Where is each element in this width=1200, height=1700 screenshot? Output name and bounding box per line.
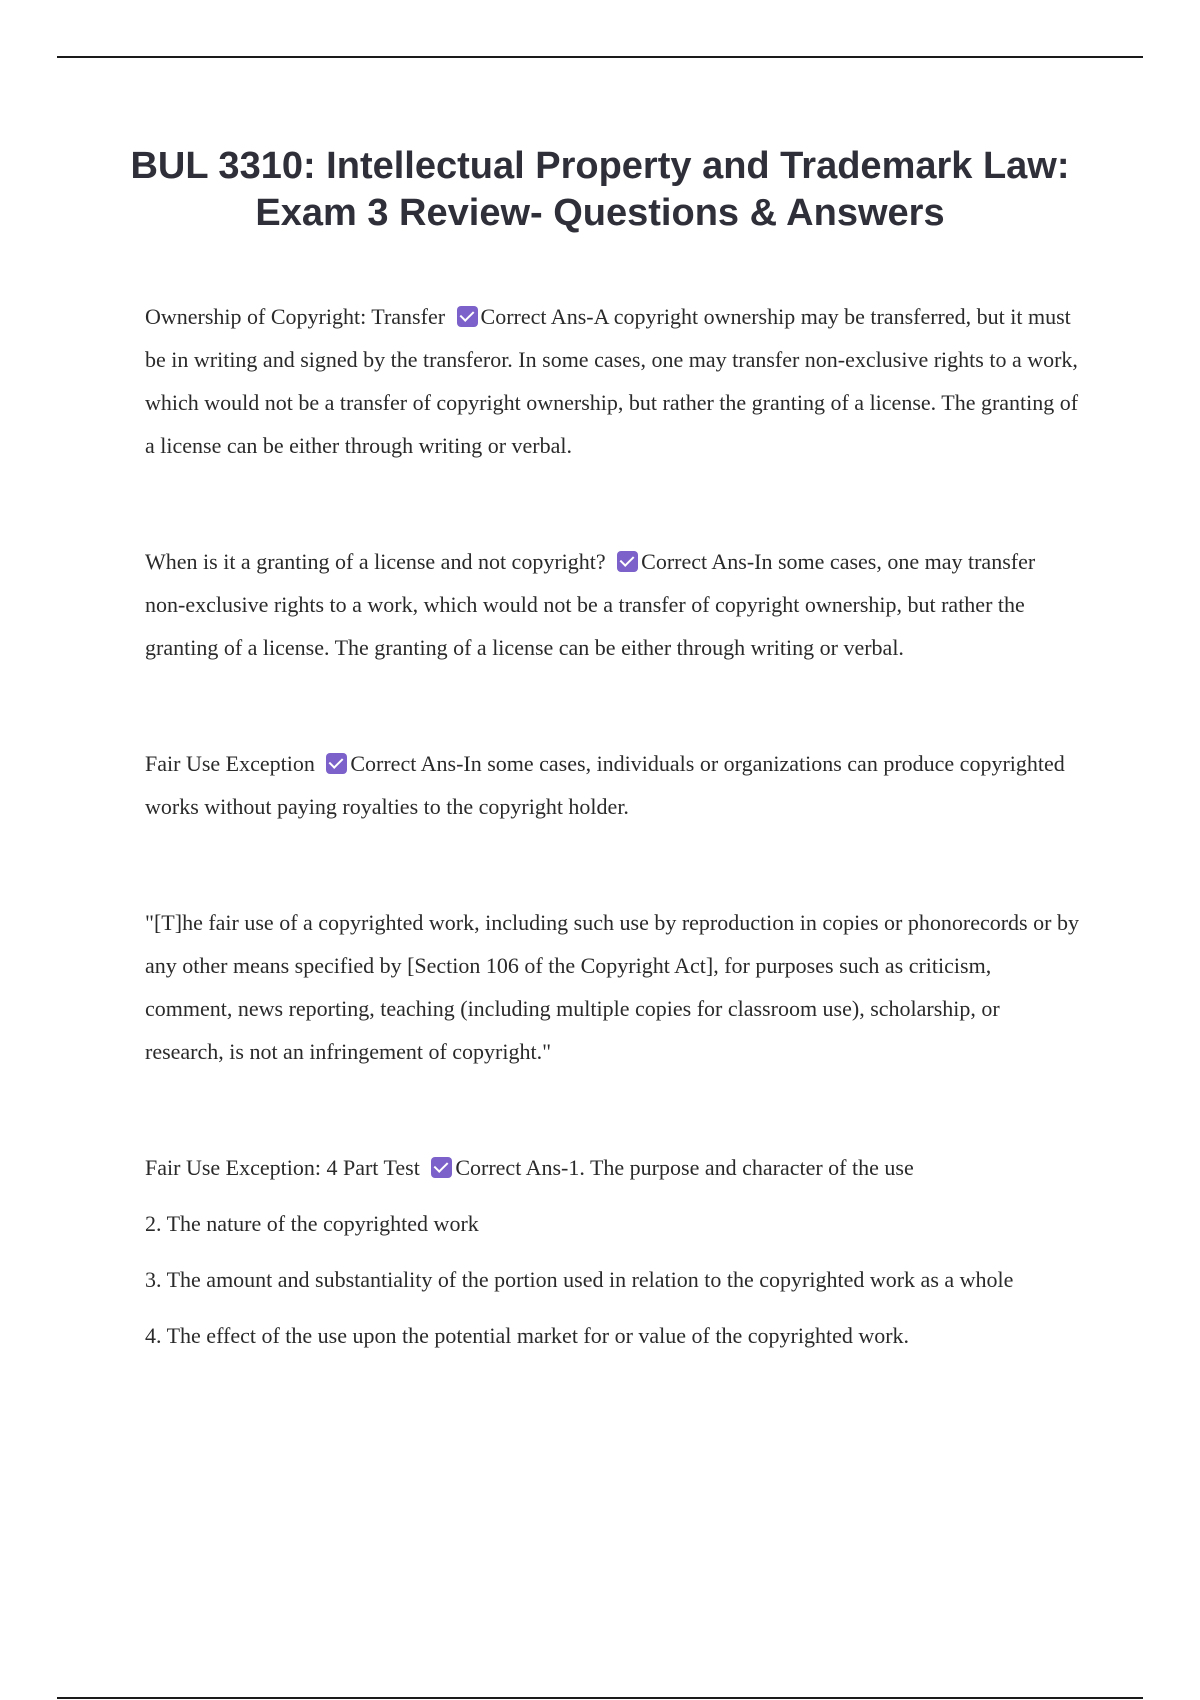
answer-text: Correct Ans-A copyright ownership may be transferred, but it must be in writing and signed by the transferor. In some cases, one may transfer non-exclusive rights to a work, which would not be a transfer of copyright ownership, but rather the granting of a license. The granting of a license can be either through writing or verbal.: [145, 304, 1079, 458]
quote-paragraph: "[T]he fair use of a copyrighted work, including such use by reproduction in copies or phonorecords or by any other means specified by [Section 106 of the Copyright Act], for purposes such as criticism, comment, news reporting, teaching (including multiple copies for classroom use), scholarship, or research, is not an infringement of copyright.": [145, 910, 1079, 1064]
check-box-icon: [431, 1157, 452, 1178]
document-title: BUL 3310: Intellectual Property and Trademark Law: Exam 3 Review- Questions & Answers: [130, 145, 1070, 234]
answer-text: Correct Ans-In some cases, one may transfer non-exclusive rights to a work, which would not be a transfer of copyright ownership, but rather the granting of a license. The granting of a license can be either through writing or verbal.: [145, 549, 1036, 660]
document-body: [145, 295, 1080, 1357]
qa-item: [145, 295, 1080, 467]
check-box-icon: [457, 306, 478, 327]
qa-item: [145, 742, 1080, 828]
question-text: Fair Use Exception: 4 Part Test: [145, 1155, 420, 1180]
test-item: 2. The nature of the copyrighted work: [145, 1211, 479, 1236]
question-text: Ownership of Copyright: Transfer: [145, 304, 446, 329]
question-text: Fair Use Exception: [145, 751, 315, 776]
test-item: 4. The effect of the use upon the potential market for or value of the copyrighted work.: [145, 1323, 910, 1348]
qa-item: [145, 540, 1080, 669]
answer-text: Correct Ans-1. The purpose and character of the use: [455, 1155, 914, 1180]
answer-text: Correct Ans-In some cases, individuals or organizations can produce copyrighted works without paying royalties to the copyright holder.: [145, 751, 1065, 819]
test-item: 3. The amount and substantiality of the portion used in relation to the copyrighted work as a whole: [145, 1267, 1014, 1292]
top-rule: [57, 56, 1143, 58]
check-box-icon: [617, 551, 638, 572]
bottom-rule: [57, 1697, 1143, 1699]
check-box-icon: [326, 753, 347, 774]
question-text: When is it a granting of a license and not copyright?: [145, 549, 606, 574]
qa-item: [145, 1146, 1080, 1189]
